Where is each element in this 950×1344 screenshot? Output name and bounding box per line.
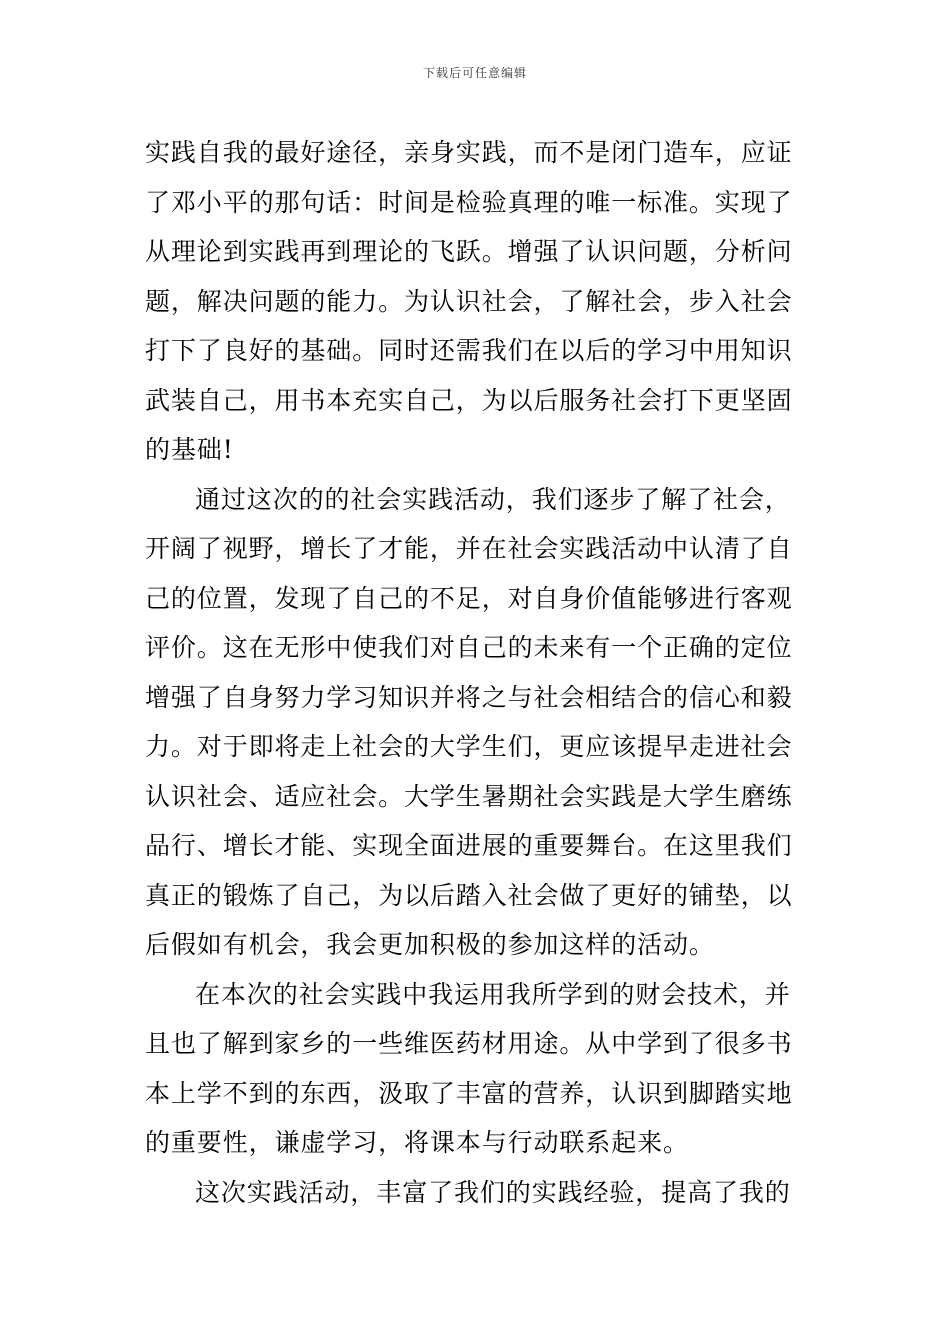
text-line: 的基础! [145,435,234,464]
paragraph-2 [145,475,810,970]
text-line: 品行、增长才能、实现全面进展的重要舞台。在这里我们 [145,831,793,860]
text-line-indented: 通过这次的的社会实践活动，我们逐步了解了社会， [195,484,791,514]
text-line: 的重要性，谦虚学习，将课本与行动联系起来。 [145,1128,689,1157]
paragraph-4 [145,1168,810,1218]
text-line: 题，解决问题的能力。为认识社会，了解社会，步入社会 [145,286,793,316]
text-line-indented: 在本次的社会实践中我运用我所学到的财会技术，并 [195,979,791,1009]
text-line: 评价。这在无形中使我们对自己的未来有一个正确的定位 [145,633,793,662]
text-line: 从理论到实践再到理论的飞跃。增强了认识问题，分析问 [145,237,793,266]
text-line: 实践自我的最好途径，亲身实践，而不是闭门造车，应证 [145,138,793,167]
text-line: 真正的锻炼了自己，为以后踏入社会做了更好的铺垫，以 [145,880,793,910]
text-line-indented: 这次实践活动，丰富了我们的实践经验，提高了我的 [195,1177,791,1207]
text-line: 开阔了视野，增长了才能，并在社会实践活动中认清了自 [145,534,793,563]
text-line: 且也了解到家乡的一些维医药材用途。从中学到了很多书 [145,1029,793,1058]
paragraph-1 [145,128,810,475]
text-line: 打下了良好的基础。同时还需我们在以后的学习中用知识 [145,336,793,365]
download-note-header: 下载后可任意编辑 [422,66,527,80]
document-body [145,128,810,1217]
text-line: 后假如有机会，我会更加积极的参加这样的活动。 [145,930,715,959]
text-line: 力。对于即将走上社会的大学生们，更应该提早走进社会 [145,732,793,761]
text-line: 了邓小平的那句话：时间是检验真理的唯一标准。实现了 [145,187,793,217]
text-line: 认识社会、适应社会。大学生暑期社会实践是大学生磨练 [145,781,793,811]
paragraph-3 [145,970,810,1168]
text-line: 增强了自身努力学习知识并将之与社会相结合的信心和毅 [145,682,793,712]
text-line: 武装自己，用书本充实自己，为以后服务社会打下更坚固 [145,385,793,415]
text-line: 本上学不到的东西，汲取了丰富的营养，认识到脚踏实地 [145,1078,793,1108]
text-line: 己的位置，发现了自己的不足，对自身价值能够进行客观 [145,583,793,613]
